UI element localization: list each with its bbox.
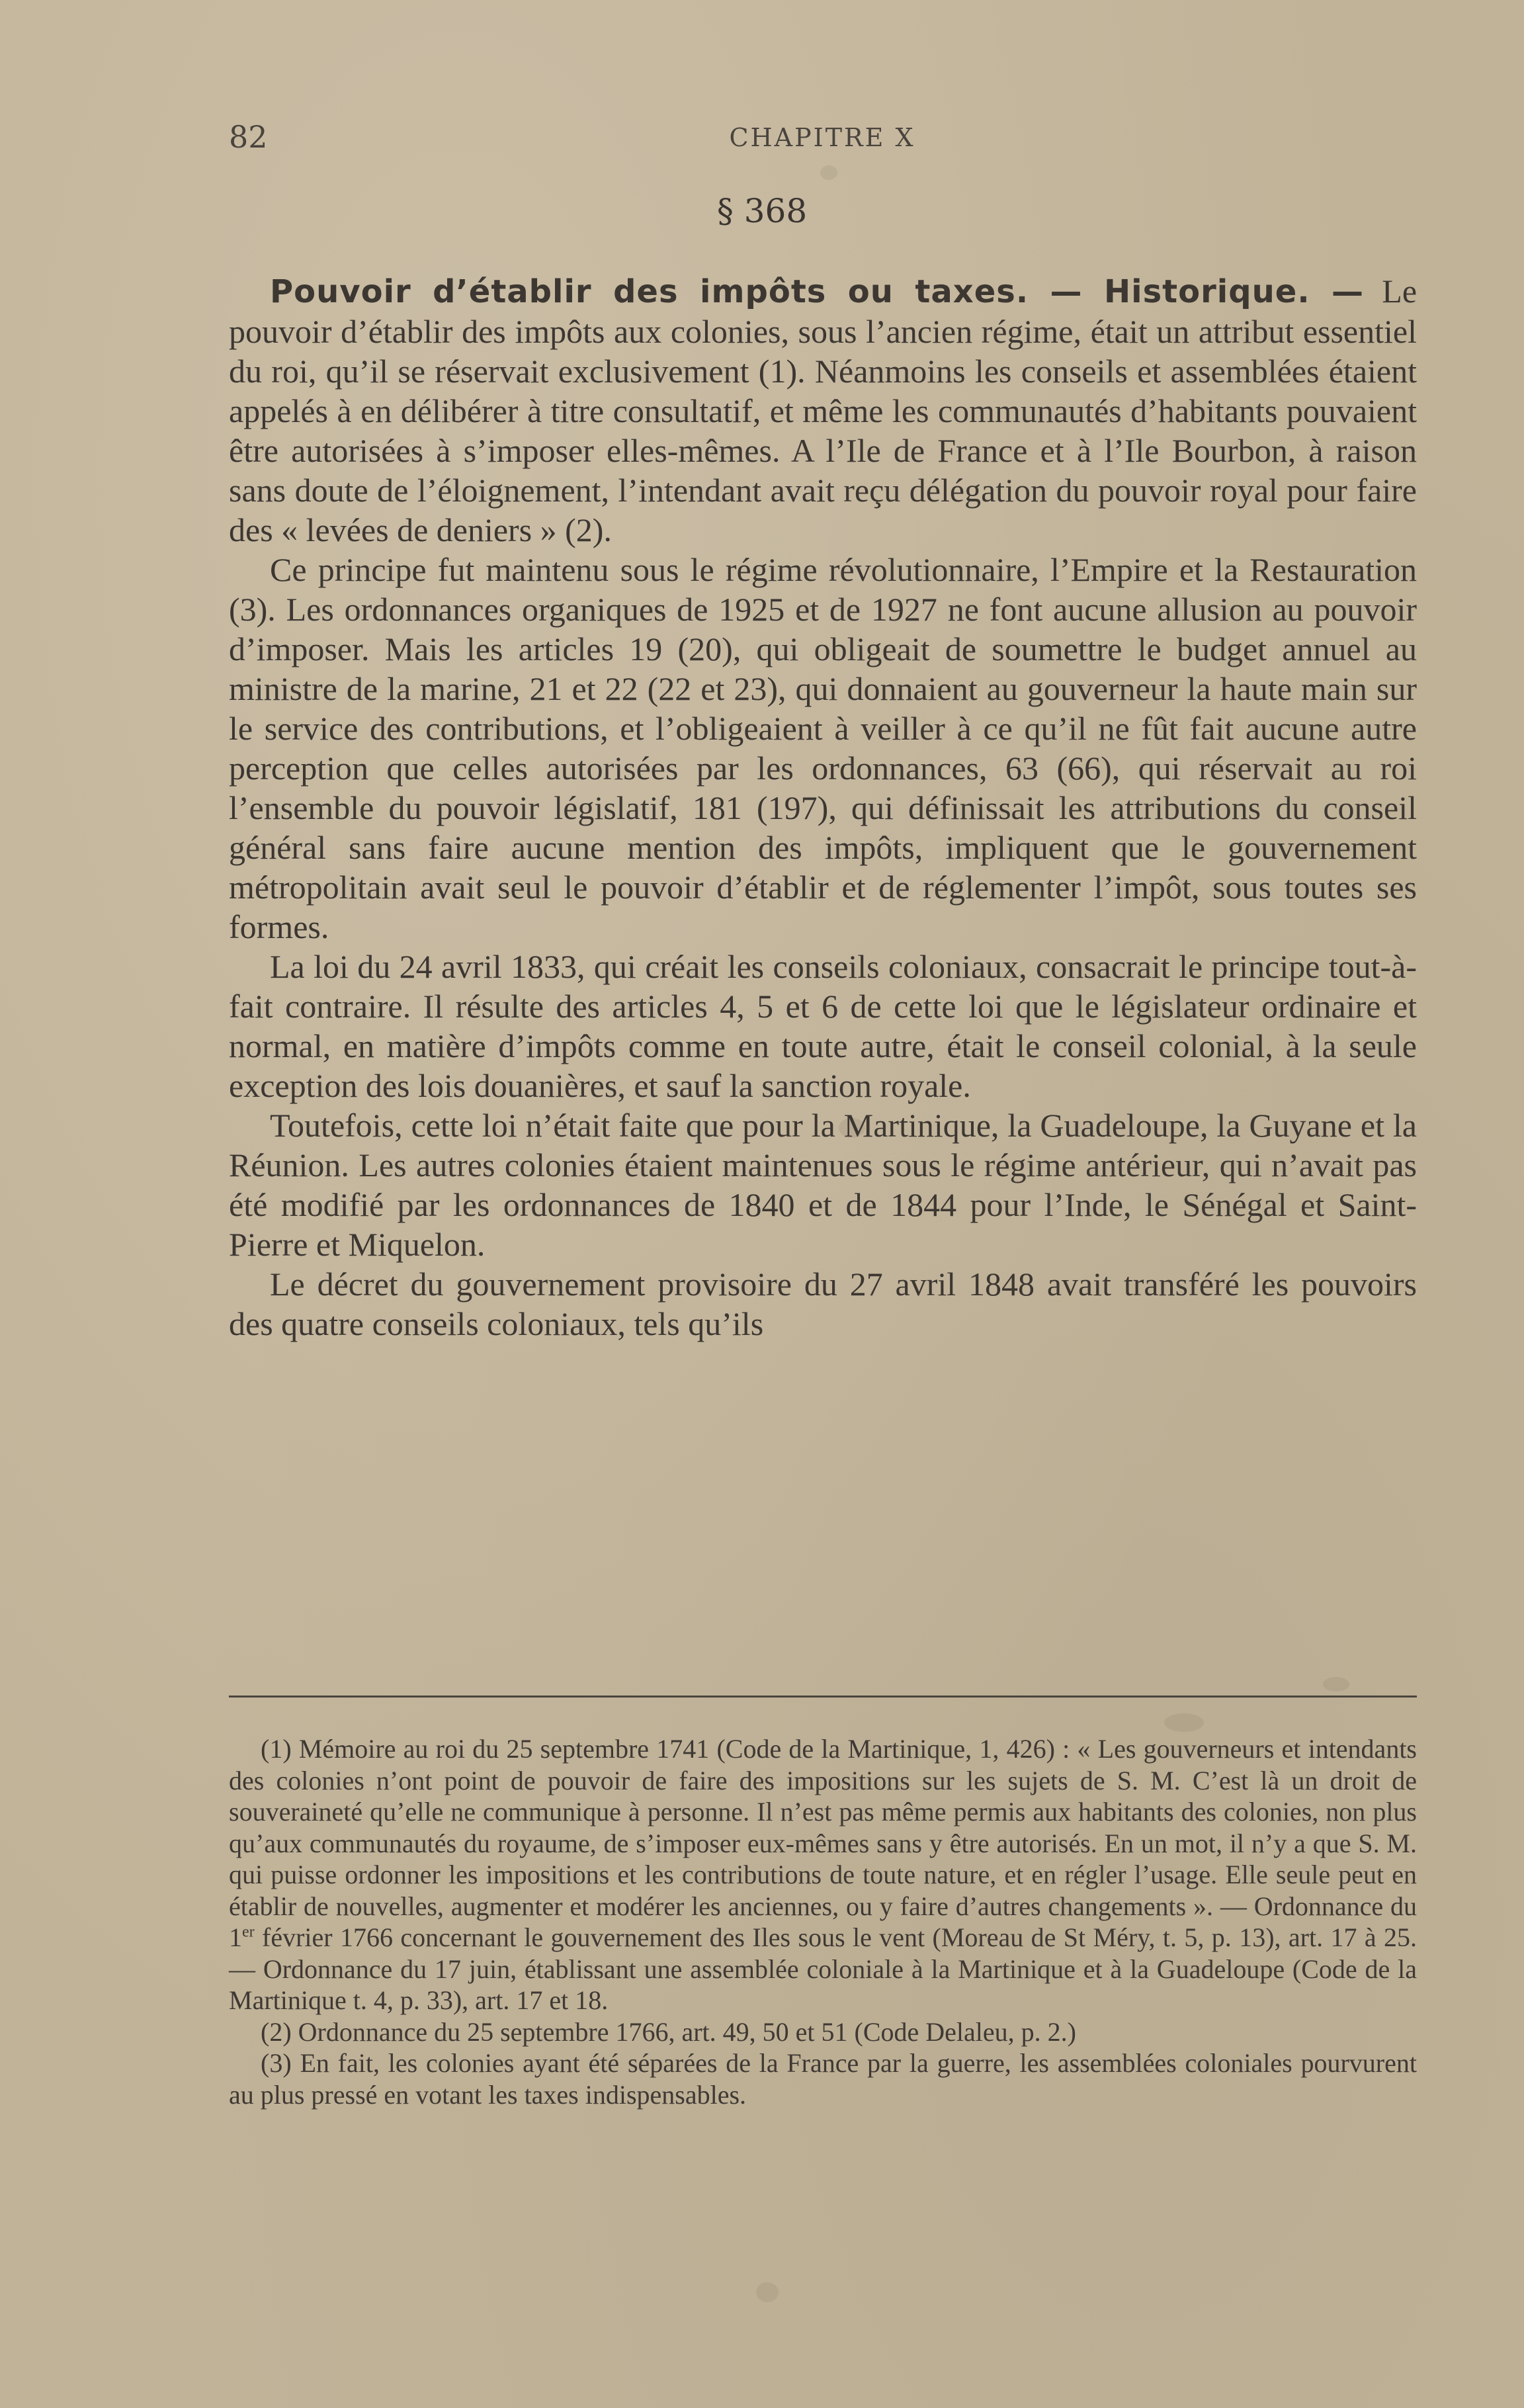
paper-spot (1164, 1713, 1204, 1732)
footnote-1-part1: (1) Mémoire au roi du 25 septembre 1741 (Code de la Martinique, 1, 426) : « Les gouverneurs et intendants des colonies n’ont point de pouvoir de faire des impositions sur les sujets de S. M. C’est là un droit de souveraineté qu’elle ne communique à personne. Il n’est pas même permis aux habitants des colonies, non plus qu’aux communautés du royaume, de s’imposer eux-mêmes sans y être autorisés. En un mot, il n’y a que S. M. qui puisse ordonner les impositions et les contributions de toute nature, et en régler l’usage. Elle seule peut en établir de nouvelles, augmenter et modérer les anciennes, ou y faire d’autres changements ». — Ordonnance du 1 (229, 1734, 1417, 1952)
section-heading: Pouvoir d’établir des impôts ou taxes. — Historique. — (270, 273, 1365, 310)
paragraph-1-text: Le pouvoir d’établir des impôts aux colonies, sous l’ancien régime, était un attribut essentiel du roi, qu’il se réservait exclusivement (1). Néanmoins les conseils et assemblées étaient appelés à en délibérer à titre consultatif, et même les communautés d’habitants pouvaient être autorisées à s’imposer elles-mêmes. A l’Ile de France et à l’Ile Bourbon, à raison sans doute de l’éloignement, l’intendant avait reçu délégation du pouvoir royal pour faire des « levées de deniers » (2). (229, 273, 1418, 548)
paper-spot (1323, 1677, 1349, 1692)
footnote-1 (229, 1733, 1417, 2016)
footnotes (229, 1733, 1417, 2110)
page-number: 82 (229, 119, 268, 155)
paper-spot (820, 165, 837, 180)
section-number: § 368 (716, 192, 808, 230)
footnote-1-superscript: er (242, 1923, 255, 1941)
footnote-rule (229, 1696, 1417, 1698)
paper-spot (756, 2282, 779, 2302)
page-header (229, 119, 1416, 165)
paragraph-4: Toutefois, cette loi n’était faite que pour la Martinique, la Guadeloupe, la Guyane et la Réunion. Les autres colonies étaient maintenues sous le régime antérieur, qui n’avait pas été modifié par les ordonnances de 1840 et de 1844 pour l’Inde, le Sénégal et Saint-Pierre et Miquelon. (229, 1107, 1417, 1263)
paragraph-1 (229, 271, 1417, 550)
body-text (229, 271, 1417, 1344)
paragraph-2: Ce principe fut maintenu sous le régime révolutionnaire, l’Empire et la Restauration (3). Les ordonnances organiques de 1925 et de 1927 ne font aucune allusion au pouvoir d’imposer. Mais les articles 19 (20), qui obligeait de soumettre le budget annuel au ministre de la marine, 21 et 22 (22 et 23), qui donnaient au gouverneur la haute main sur le service des contributions, et l’obligeaient à veiller à ce qu’il ne fût fait aucune autre perception que celles autorisées par les ordonnances, 63 (66), qui réservait au roi l’ensemble du pouvoir législatif, 181 (197), qui définissait les attributions du conseil général sans faire aucune mention des impôts, impliquent que le gouvernement métropolitain avait seul le pouvoir d’établir et de réglementer l’impôt, sous toutes ses formes. (229, 551, 1417, 945)
footnote-2: (2) Ordonnance du 25 septembre 1766, art. 49, 50 et 51 (Code Delaleu, p. 2.) (261, 2016, 1076, 2047)
footnote-3: (3) En fait, les colonies ayant été séparées de la France par la guerre, les assemblées coloniales pourvurent au plus pressé en votant les taxes indispensables. (229, 2048, 1417, 2110)
running-head: CHAPITRE X (729, 123, 915, 152)
paragraph-3: La loi du 24 avril 1833, qui créait les conseils coloniaux, consacrait le principe tout-à-fait contraire. Il résulte des articles 4, 5 et 6 de cette loi que le législateur ordinaire et normal, en matière d’impôts comme en toute autre, était le conseil colonial, à la seule exception des lois douanières, et sauf la sanction royale. (229, 948, 1417, 1104)
paragraph-5: Le décret du gouvernement provisoire du 27 avril 1848 avait transféré les pouvoirs des quatre conseils coloniaux, tels qu’ils (229, 1266, 1417, 1342)
footnote-1-part2: février 1766 concernant le gouvernement des Iles sous le vent (Moreau de St Méry, t. 5, p. 13), art. 17 à 25. — Ordonnance du 17 juin, établissant une assemblée coloniale à la Martinique et à la Guadeloupe (Code de la Martinique t. 4, p. 33), art. 17 et 18. (229, 1922, 1417, 2015)
